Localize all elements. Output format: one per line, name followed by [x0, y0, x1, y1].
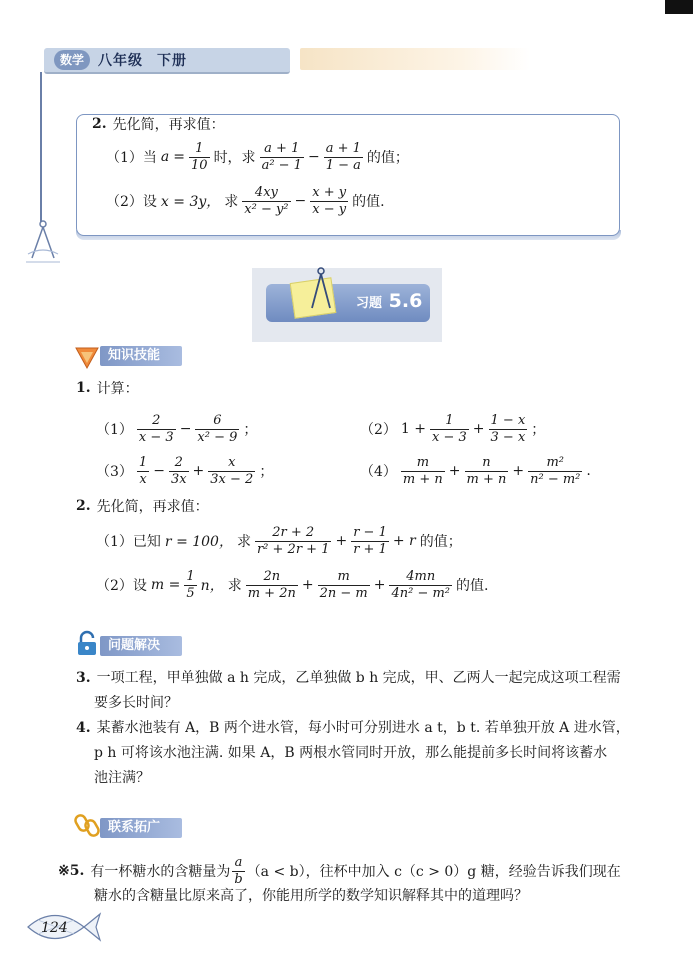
compass-icon: [306, 266, 336, 312]
box-q2-part2: （2）设 x = 3y， 求 $\frac{4xy}{\text{x² − y²}}$ − $\frac{x + y}{x - y}$ 的值.: [106, 184, 385, 217]
fraction: $\frac{a + 1}{1 - a}$: [325, 140, 361, 173]
q1-heading: 1. 计算：: [76, 380, 139, 397]
fraction: $\frac{x}{3x - 2}$: [210, 454, 254, 487]
q2-part2: （2）设 m = $\frac{1}{5}$ n， 求 $\frac{2n}{m + 2n}$ + $\frac{m}{2n - m}$ + $\frac{4mn}{\text{4n² − m²}}$ 的值.: [96, 568, 489, 601]
fraction: $\frac{a}{b}$: [234, 854, 243, 887]
margin-line: [40, 72, 42, 222]
q5-line2: 糖水的含糖量比原来高了，你能用所学的数学知识解释其中的道理吗？: [94, 888, 528, 904]
q1-part2: （2） 1 + $\frac{1}{x - 3}$ + $\frac{1 - x}{3 - x}$ ；: [360, 412, 546, 445]
fraction: $\frac{4xy}{\text{x² − y²}}$: [244, 184, 289, 217]
q2-part1: （1）已知 r = 100， 求 $\frac{2r + 2}{\text{r² + 2r + 1}}$ + $\frac{r - 1}{r + 1}$ + r 的值；: [96, 524, 462, 557]
section-problems-label: 问题解决: [100, 636, 182, 656]
fraction: $\frac{x + y}{x - y}$: [312, 184, 347, 217]
subject-badge: 数学: [54, 50, 90, 70]
q4-text: 4. 某蓄水池装有 A，B 两个进水管，每小时可分别进水 a t，b t. 若单独开放 A 进水管， p h 可将该水池注满. 如果 A，B 两根水管同时开放，那么能提前多长时间将该蓄水 池注满？: [76, 720, 630, 786]
fraction: $\frac{1}{10}$: [191, 140, 208, 173]
box-q2-part1: （1）当 a = $\frac{1}{10}$ 时，求 $\frac{a + 1}{\text{a² − 1}}$ − $\frac{a + 1}{1 - a}$ 的值；: [106, 140, 409, 173]
fraction: $\frac{6}{\text{x² − 9}}$: [197, 412, 238, 445]
fraction: $\frac{m}{m + n}$: [402, 454, 443, 487]
fraction: $\frac{a + 1}{\text{a² − 1}}$: [261, 140, 302, 173]
page-corner-tab: [665, 0, 693, 14]
section-skills-label: 知识技能: [100, 346, 182, 366]
q1-part1: （1） $\frac{2}{x - 3}$ − $\frac{6}{\text{x² − 9}}$ ；: [96, 412, 258, 445]
page-number: 124: [41, 920, 68, 936]
fraction: $\frac{\text{m²}}{\text{n² − m²}}$: [530, 454, 581, 487]
lock-icon: [74, 630, 100, 656]
fraction: $\frac{1 - x}{3 - x}$: [490, 412, 526, 445]
q1-part4: （4） $\frac{m}{m + n}$ + $\frac{n}{m + n}$ + $\frac{\text{m²}}{\text{n² − m²}}$ .: [360, 454, 591, 487]
fraction: $\frac{r - 1}{r + 1}$: [353, 524, 387, 557]
fraction: $\frac{1}{5}$: [186, 568, 195, 601]
header-title: [98, 50, 187, 70]
section-extension-label: 联系拓广: [100, 818, 182, 838]
volume-label: 下册: [157, 53, 187, 69]
pencil-icon: [74, 344, 100, 370]
fraction: $\frac{2r + 2}{\text{r² + 2r + 1}}$: [256, 524, 330, 557]
q3-text: 3. 一项工程，甲单独做 a h 完成，乙单独做 b h 完成，甲、乙两人一起完成这项工程需 要多长时间？: [76, 670, 621, 711]
fraction: $\frac{n}{m + n}$: [466, 454, 507, 487]
q1-part3: （3） $\frac{1}{x}$ − $\frac{2}{3x}$ + $\frac{x}{3x - 2}$ ；: [96, 454, 274, 487]
q5-line1: ※5. 有一杯糖水的含糖量为 $\frac{a}{b}$ （a < b），往杯中加入 c（c > 0）g 糖，经验告诉我们现在: [58, 854, 621, 887]
fraction: $\frac{4mn}{\text{4n² − m²}}$: [391, 568, 451, 601]
box-q2-heading: 2. 先化简，再求值：: [92, 116, 225, 133]
fraction: $\frac{1}{x - 3}$: [432, 412, 467, 445]
fraction: $\frac{2}{x - 3}$: [138, 412, 174, 445]
fraction: $\frac{2}{3x}$: [170, 454, 187, 487]
grade-label: 八年级: [98, 53, 143, 69]
fraction: $\frac{1}{x}$: [138, 454, 148, 487]
chain-link-icon: [74, 812, 100, 838]
banner-title: 习题 5.6: [356, 290, 423, 312]
q2-heading: 2. 先化简，再求值：: [76, 498, 209, 515]
header-decoration: [300, 48, 530, 70]
fraction: $\frac{2n}{m + 2n}$: [247, 568, 296, 601]
compass-icon: [24, 218, 62, 266]
fraction: $\frac{m}{2n - m}$: [319, 568, 368, 601]
